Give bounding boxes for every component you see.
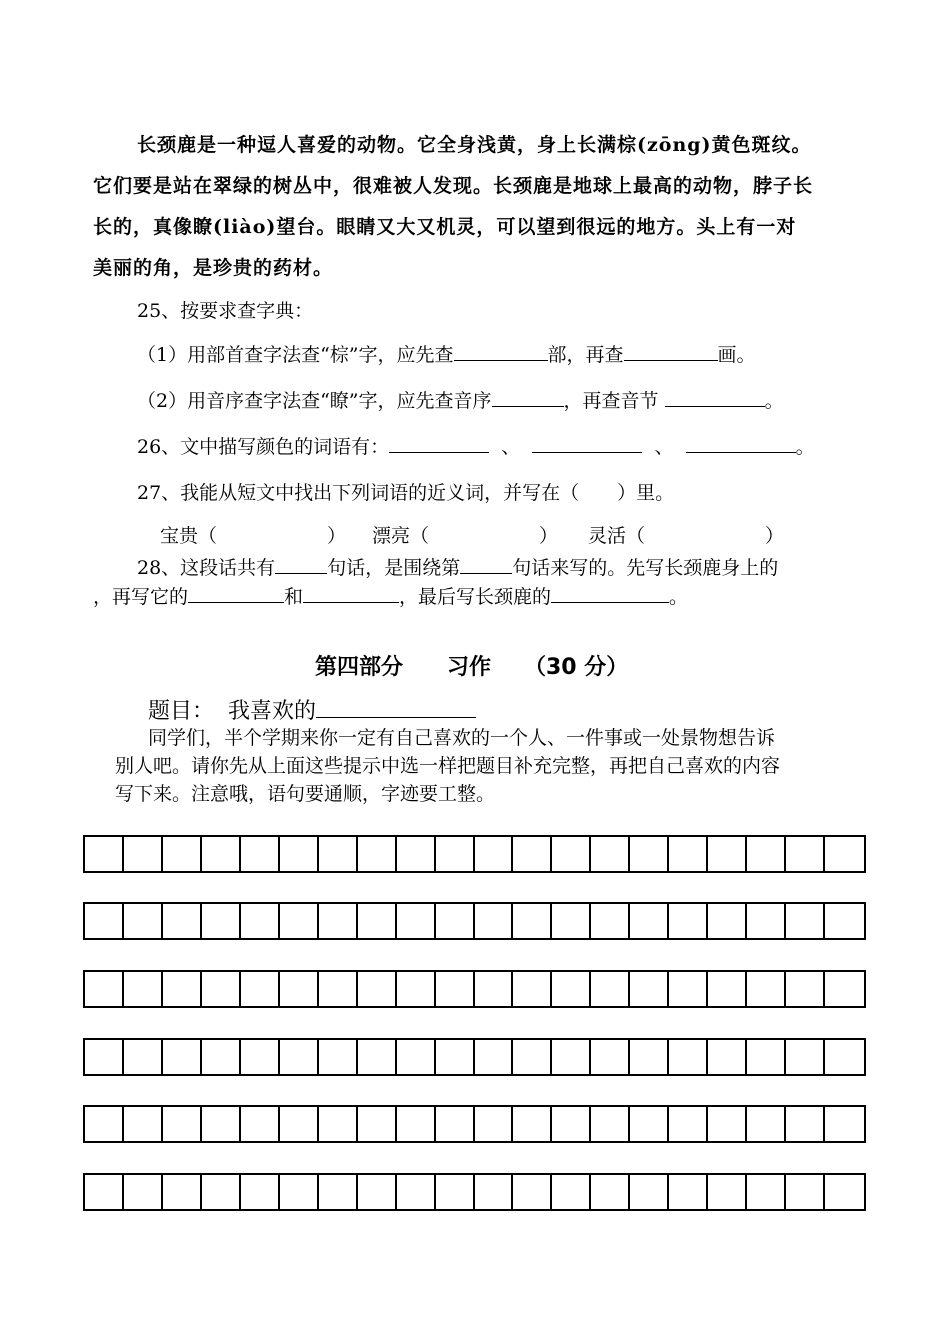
q27-word-2-label: 漂亮（ bbox=[372, 525, 430, 547]
writing-grid-cell[interactable] bbox=[747, 837, 786, 871]
writing-grid-cell[interactable] bbox=[825, 972, 864, 1006]
writing-grid-cell[interactable] bbox=[786, 1175, 825, 1209]
writing-grid-cell[interactable] bbox=[85, 1107, 124, 1141]
writing-grid-cell[interactable] bbox=[552, 1040, 591, 1074]
writing-grid-cell[interactable] bbox=[708, 972, 747, 1006]
q25-syllable-blank[interactable] bbox=[665, 386, 765, 407]
writing-grid-cell[interactable] bbox=[630, 904, 669, 938]
writing-grid-cell[interactable] bbox=[630, 1175, 669, 1209]
writing-grid-cell[interactable] bbox=[786, 1040, 825, 1074]
writing-grid-cell[interactable] bbox=[397, 972, 436, 1006]
writing-grid-cell[interactable] bbox=[825, 1040, 864, 1074]
writing-grid-cell[interactable] bbox=[475, 1040, 514, 1074]
section-title: 第四部分 习作 （30 分） bbox=[315, 655, 629, 680]
q26-end: 。 bbox=[795, 436, 815, 458]
writing-grid-cell[interactable] bbox=[124, 1040, 163, 1074]
q28-text-b: 句话，是围绕第 bbox=[327, 557, 461, 579]
writing-grid-cell[interactable] bbox=[513, 837, 552, 871]
writing-grid-cell[interactable] bbox=[85, 1175, 124, 1209]
writing-grid-cell[interactable] bbox=[552, 1107, 591, 1141]
writing-grid-cell[interactable] bbox=[163, 1175, 202, 1209]
writing-grid-row bbox=[83, 1105, 866, 1143]
writing-grid-cell[interactable] bbox=[747, 972, 786, 1006]
q28-text-a: 28、这段话共有 bbox=[137, 557, 276, 579]
writing-grid-cell[interactable] bbox=[319, 1040, 358, 1074]
writing-grid-cell[interactable] bbox=[669, 837, 708, 871]
q26-separator-2: 、 bbox=[654, 436, 674, 458]
writing-grid-cell[interactable] bbox=[786, 972, 825, 1006]
q28-text-g: 。 bbox=[669, 586, 689, 608]
writing-grid-cell[interactable] bbox=[397, 1107, 436, 1141]
writing-grid-cell[interactable] bbox=[475, 837, 514, 871]
writing-grid-cell[interactable] bbox=[202, 1175, 241, 1209]
essay-line-3: 写下来。注意哦，语句要通顺，字迹要工整。 bbox=[115, 783, 496, 805]
q26-separator-1: 、 bbox=[501, 436, 521, 458]
q27-word-1-close: ） bbox=[327, 525, 347, 547]
writing-grid-cell[interactable] bbox=[786, 904, 825, 938]
writing-grid-cell[interactable] bbox=[124, 904, 163, 938]
q25-initial-blank[interactable] bbox=[492, 386, 564, 407]
writing-grid-cell[interactable] bbox=[825, 1107, 864, 1141]
writing-grid-cell[interactable] bbox=[669, 1107, 708, 1141]
writing-grid-cell[interactable] bbox=[397, 904, 436, 938]
writing-grid-cell[interactable] bbox=[397, 837, 436, 871]
writing-grid-cell[interactable] bbox=[513, 1107, 552, 1141]
writing-grid-row bbox=[83, 1173, 866, 1211]
writing-grid-cell[interactable] bbox=[163, 904, 202, 938]
q25-radical-blank[interactable] bbox=[454, 340, 548, 361]
writing-grid-cell[interactable] bbox=[475, 1107, 514, 1141]
writing-grid-cell[interactable] bbox=[825, 904, 864, 938]
writing-grid-cell[interactable] bbox=[436, 1175, 475, 1209]
q28-blank-3[interactable] bbox=[551, 582, 669, 603]
q25-sub2-text-b: ，再查音节 bbox=[563, 390, 659, 412]
writing-grid-cell[interactable] bbox=[319, 1175, 358, 1209]
writing-grid-cell[interactable] bbox=[358, 1175, 397, 1209]
writing-grid-row bbox=[83, 902, 866, 940]
writing-grid-cell[interactable] bbox=[85, 972, 124, 1006]
writing-grid-cell[interactable] bbox=[319, 1107, 358, 1141]
q25-sub1-text-b: 部，再查 bbox=[547, 344, 624, 366]
writing-grid-cell[interactable] bbox=[85, 837, 124, 871]
writing-grid-cell[interactable] bbox=[630, 1107, 669, 1141]
writing-grid-cell[interactable] bbox=[708, 837, 747, 871]
q28-line-1 bbox=[137, 553, 778, 580]
q27-title: 27、我能从短文中找出下列词语的近义词，并写在（ ）里。 bbox=[137, 482, 675, 504]
q28-sentence-blank[interactable] bbox=[460, 553, 512, 574]
writing-grid-cell[interactable] bbox=[747, 904, 786, 938]
writing-grid-cell[interactable] bbox=[436, 972, 475, 1006]
writing-grid-cell[interactable] bbox=[358, 1040, 397, 1074]
writing-grid-cell[interactable] bbox=[747, 1040, 786, 1074]
passage-line-1: 长颈鹿是一种逗人喜爱的动物。它全身浅黄，身上长满棕(zōng)黄色斑纹。 bbox=[137, 134, 812, 156]
writing-grid-cell[interactable] bbox=[669, 1040, 708, 1074]
q25-sub1-text-c: 画。 bbox=[717, 344, 756, 366]
q28-text-c: 句话来写的。先写长颈鹿身上的 bbox=[512, 557, 779, 579]
writing-grid-cell[interactable] bbox=[124, 1107, 163, 1141]
passage-line-2: 它们要是站在翠绿的树丛中，很难被人发现。长颈鹿是地球上最高的动物，脖子长 bbox=[93, 175, 814, 197]
writing-grid-cell[interactable] bbox=[397, 1040, 436, 1074]
writing-grid-cell[interactable] bbox=[786, 1107, 825, 1141]
q27-word-2-close: ） bbox=[539, 525, 559, 547]
writing-grid-cell[interactable] bbox=[591, 1107, 630, 1141]
q27-word-1-label: 宝贵（ bbox=[160, 525, 218, 547]
q28-text-d: ，再写它的 bbox=[93, 586, 189, 608]
q26-text: 26、文中描写颜色的词语有： bbox=[137, 436, 390, 458]
writing-grid-cell[interactable] bbox=[163, 1107, 202, 1141]
q25-sub2-text-a: （2）用音序查字法查“瞭”字，应先查音序 bbox=[137, 390, 492, 412]
writing-grid-cell[interactable] bbox=[241, 837, 280, 871]
passage-line-3: 长的，真像瞭(liào)望台。眼睛又大又机灵，可以望到很远的地方。头上有一对 bbox=[93, 216, 797, 238]
q26-blank-3[interactable] bbox=[686, 432, 796, 453]
writing-grid-cell[interactable] bbox=[552, 904, 591, 938]
writing-grid-cell[interactable] bbox=[436, 904, 475, 938]
writing-grid-cell[interactable] bbox=[747, 1175, 786, 1209]
writing-grid-cell[interactable] bbox=[669, 904, 708, 938]
writing-grid-cell[interactable] bbox=[241, 1107, 280, 1141]
writing-grid-cell[interactable] bbox=[319, 904, 358, 938]
q25-sub2-text-c: 。 bbox=[764, 390, 784, 412]
writing-grid-cell[interactable] bbox=[280, 837, 319, 871]
writing-grid-cell[interactable] bbox=[280, 1040, 319, 1074]
q28-blank-1[interactable] bbox=[188, 582, 284, 603]
writing-grid-cell[interactable] bbox=[513, 1175, 552, 1209]
writing-grid-cell[interactable] bbox=[358, 972, 397, 1006]
writing-grid-cell[interactable] bbox=[825, 1175, 864, 1209]
writing-grid-cell[interactable] bbox=[630, 972, 669, 1006]
writing-grid-cell[interactable] bbox=[591, 904, 630, 938]
writing-grid-cell[interactable] bbox=[513, 1040, 552, 1074]
writing-grid-cell[interactable] bbox=[708, 1107, 747, 1141]
writing-grid-cell[interactable] bbox=[708, 1040, 747, 1074]
q28-text-f: ，最后写长颈鹿的 bbox=[399, 586, 552, 608]
writing-grid-row bbox=[83, 835, 866, 873]
writing-grid-cell[interactable] bbox=[475, 1175, 514, 1209]
writing-grid-cell[interactable] bbox=[475, 972, 514, 1006]
writing-grid-cell[interactable] bbox=[163, 837, 202, 871]
writing-grid-cell[interactable] bbox=[280, 1107, 319, 1141]
writing-grid-cell[interactable] bbox=[436, 1040, 475, 1074]
q28-count-blank[interactable] bbox=[275, 553, 327, 574]
q27-word-3-label: 灵活（ bbox=[588, 525, 646, 547]
q25-title: 25、按要求查字典： bbox=[137, 300, 314, 322]
writing-grid-cell[interactable] bbox=[85, 1040, 124, 1074]
writing-grid-cell[interactable] bbox=[630, 1040, 669, 1074]
writing-grid-cell[interactable] bbox=[163, 1040, 202, 1074]
writing-grid-cell[interactable] bbox=[124, 972, 163, 1006]
writing-grid-cell[interactable] bbox=[436, 1107, 475, 1141]
writing-grid-cell[interactable] bbox=[708, 1175, 747, 1209]
writing-grid-cell[interactable] bbox=[630, 837, 669, 871]
writing-grid-cell[interactable] bbox=[202, 837, 241, 871]
essay-line-1: 同学们，半个学期来你一定有自己喜欢的一个人、一件事或一处景物想告诉 bbox=[148, 727, 776, 749]
q26-blank-1[interactable] bbox=[389, 432, 489, 453]
writing-grid-cell[interactable] bbox=[513, 904, 552, 938]
writing-grid-cell[interactable] bbox=[319, 972, 358, 1006]
writing-grid-cell[interactable] bbox=[163, 972, 202, 1006]
writing-grid-cell[interactable] bbox=[708, 904, 747, 938]
writing-grid-cell[interactable] bbox=[241, 1175, 280, 1209]
writing-grid-cell[interactable] bbox=[747, 1107, 786, 1141]
writing-grid-cell[interactable] bbox=[202, 904, 241, 938]
writing-grid-row bbox=[83, 1038, 866, 1076]
writing-grid-cell[interactable] bbox=[280, 972, 319, 1006]
writing-grid-cell[interactable] bbox=[241, 972, 280, 1006]
writing-grid-row bbox=[83, 970, 866, 1008]
q25-sub1-text-a: （1）用部首查字法查“棕”字，应先查 bbox=[137, 344, 454, 366]
essay-topic-text: 我喜欢的 bbox=[228, 699, 317, 724]
writing-grid-cell[interactable] bbox=[85, 904, 124, 938]
writing-grid-cell[interactable] bbox=[202, 1040, 241, 1074]
writing-grid-cell[interactable] bbox=[202, 972, 241, 1006]
writing-grid-cell[interactable] bbox=[397, 1175, 436, 1209]
q25-stroke-blank[interactable] bbox=[624, 340, 718, 361]
passage-line-4: 美丽的角，是珍贵的药材。 bbox=[93, 257, 334, 279]
writing-grid-cell[interactable] bbox=[280, 904, 319, 938]
writing-grid-cell[interactable] bbox=[280, 1175, 319, 1209]
writing-grid-cell[interactable] bbox=[513, 972, 552, 1006]
writing-grid-cell[interactable] bbox=[825, 837, 864, 871]
writing-grid-cell[interactable] bbox=[591, 1175, 630, 1209]
writing-grid-cell[interactable] bbox=[552, 837, 591, 871]
q27-word-3 bbox=[588, 521, 784, 548]
q26-blank-2[interactable] bbox=[532, 432, 642, 453]
q28-text-e: 和 bbox=[284, 586, 304, 608]
writing-grid-cell[interactable] bbox=[241, 1040, 280, 1074]
q27-word-3-close: ） bbox=[765, 525, 785, 547]
q28-blank-2[interactable] bbox=[303, 582, 399, 603]
writing-grid-cell[interactable] bbox=[552, 1175, 591, 1209]
essay-topic-label: 题目： bbox=[148, 699, 215, 724]
writing-grid-cell[interactable] bbox=[591, 972, 630, 1006]
q28-line-2 bbox=[93, 582, 688, 609]
writing-grid-cell[interactable] bbox=[786, 837, 825, 871]
writing-grid-cell[interactable] bbox=[241, 904, 280, 938]
writing-grid-cell[interactable] bbox=[124, 837, 163, 871]
writing-grid-cell[interactable] bbox=[358, 904, 397, 938]
q26 bbox=[137, 432, 815, 459]
writing-grid-cell[interactable] bbox=[202, 1107, 241, 1141]
writing-grid-cell[interactable] bbox=[475, 904, 514, 938]
writing-grid-cell[interactable] bbox=[319, 837, 358, 871]
writing-grid-cell[interactable] bbox=[591, 1040, 630, 1074]
essay-line-2: 别人吧。请你先从上面这些提示中选一样把题目补充完整，再把自己喜欢的内容 bbox=[115, 755, 781, 777]
q27-word-2 bbox=[372, 521, 558, 548]
essay-topic bbox=[148, 693, 476, 725]
q27-word-1 bbox=[160, 521, 346, 548]
writing-grid-cell[interactable] bbox=[552, 972, 591, 1006]
writing-grid-cell[interactable] bbox=[358, 837, 397, 871]
writing-grid-cell[interactable] bbox=[669, 972, 708, 1006]
q25-sub2 bbox=[137, 386, 784, 413]
essay-topic-blank[interactable] bbox=[316, 693, 476, 718]
writing-grid-cell[interactable] bbox=[436, 837, 475, 871]
writing-grid-cell[interactable] bbox=[591, 837, 630, 871]
writing-grid-cell[interactable] bbox=[124, 1175, 163, 1209]
writing-grid-cell[interactable] bbox=[669, 1175, 708, 1209]
q25-sub1 bbox=[137, 340, 756, 367]
writing-grid-cell[interactable] bbox=[358, 1107, 397, 1141]
